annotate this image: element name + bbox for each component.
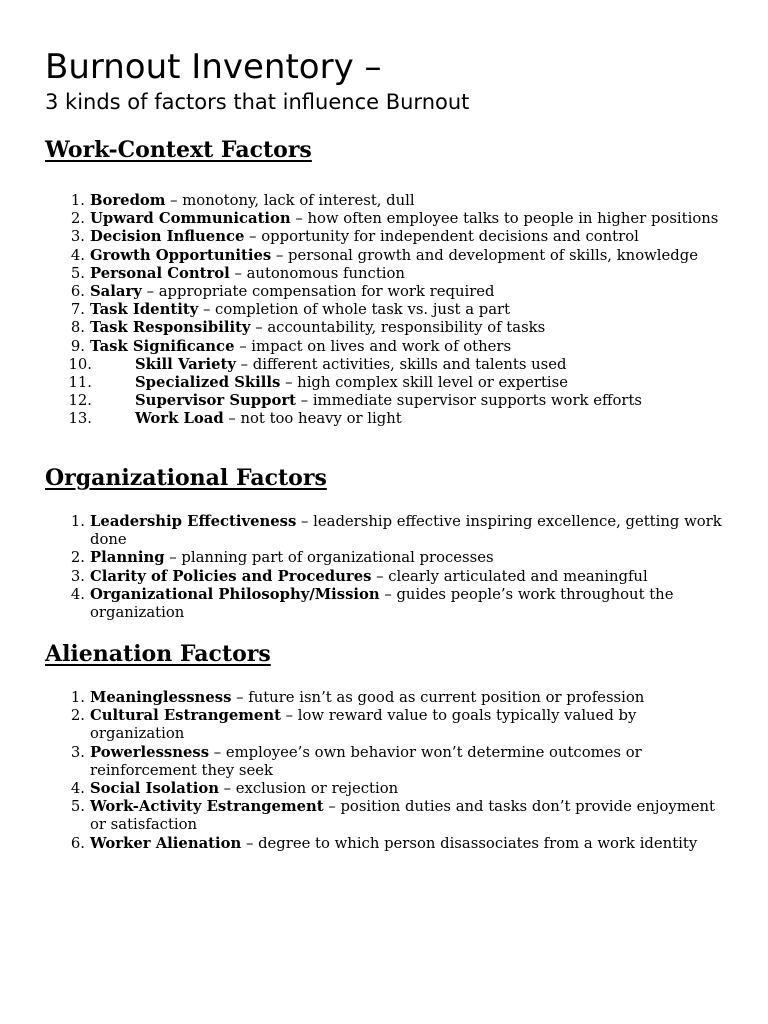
list-item-number: 10.	[68, 355, 92, 373]
list-item	[45, 780, 735, 798]
list-item-number: 1.	[70, 513, 85, 530]
list-item-number: 9.	[70, 337, 85, 355]
factor-list	[45, 192, 735, 429]
factor-description: – impact on lives and work of others	[234, 337, 512, 355]
list-item	[45, 707, 735, 743]
factor-term: Clarity of Policies and Procedures	[90, 567, 372, 585]
factor-term: Social Isolation	[90, 780, 219, 798]
factor-description: – employee’s own behavior won’t determine outcomes or reinforcement they seek	[90, 743, 642, 779]
list-item-number: 2.	[70, 549, 85, 567]
factor-description: – clearly articulated and meaningful	[371, 567, 648, 585]
list-item-number: 5.	[70, 264, 85, 282]
section-alienation	[45, 640, 735, 853]
factor-description: – autonomous function	[229, 264, 405, 282]
list-item-number: 2.	[70, 707, 85, 725]
factor-description: – planning part of organizational processes	[164, 549, 494, 567]
factor-term: Task Significance	[90, 337, 235, 355]
list-item-number: 6.	[70, 283, 85, 301]
list-item-number: 6.	[70, 834, 85, 852]
factor-term: Work-Activity Estrangement	[90, 798, 324, 816]
section-heading: Work-Context Factors	[45, 137, 312, 163]
factor-term: Worker Alienation	[90, 834, 242, 852]
list-item	[45, 410, 735, 428]
factor-description: – degree to which person disassociates from a work identity	[241, 834, 698, 852]
factor-description: – monotony, lack of interest, dull	[165, 192, 415, 209]
factor-term: Organizational Philosophy/Mission	[90, 585, 380, 603]
factor-description: – appropriate compensation for work required	[141, 283, 495, 301]
factor-term: Leadership Effectiveness	[90, 513, 297, 530]
list-item	[45, 744, 735, 780]
section-organizational	[45, 464, 735, 622]
list-item	[45, 374, 735, 392]
factor-term: Supervisor Support	[135, 392, 297, 410]
factor-term: Work Load	[135, 410, 224, 428]
factor-description: – how often employee talks to people in higher positions	[290, 210, 719, 228]
list-item	[45, 338, 735, 356]
factor-term: Salary	[90, 283, 142, 301]
factor-term: Growth Opportunities	[90, 246, 272, 264]
list-item-number: 4.	[70, 585, 85, 603]
list-item	[45, 356, 735, 374]
factor-description: – guides people’s work throughout the organization	[90, 585, 674, 622]
list-item-number: 3.	[70, 567, 85, 585]
factor-term: Task Identity	[90, 301, 199, 319]
list-item	[45, 513, 735, 549]
list-item	[45, 835, 735, 853]
document-subtitle: 3 kinds of factors that influence Burnout	[45, 90, 470, 114]
list-item	[45, 319, 735, 337]
factor-description: – future isn’t as good as current position or profession	[231, 689, 645, 706]
list-item	[45, 689, 735, 707]
factor-term: Meaninglessness	[90, 689, 232, 706]
list-item-number: 1.	[70, 192, 85, 209]
factor-term: Personal Control	[90, 264, 230, 282]
factor-description: – low reward value to goals typically valued by organization	[90, 707, 637, 743]
section-work-context	[45, 136, 735, 429]
factor-term: Upward Communication	[90, 210, 291, 228]
factor-description: – immediate supervisor supports work efforts	[296, 392, 643, 410]
list-item-number: 12.	[68, 392, 92, 410]
list-item-number: 7.	[70, 301, 85, 319]
factor-term: Skill Variety	[135, 355, 236, 373]
factor-term: Decision Influence	[90, 228, 245, 246]
list-item-number: 3.	[70, 743, 85, 761]
section-heading: Organizational Factors	[45, 465, 327, 491]
list-item	[45, 265, 735, 283]
factor-list	[45, 689, 735, 853]
factor-description: – different activities, skills and talents used	[235, 355, 567, 373]
list-item-number: 3.	[70, 228, 85, 246]
list-item-number: 4.	[70, 780, 85, 798]
document-title: Burnout Inventory –	[45, 47, 382, 87]
factor-term: Powerlessness	[90, 743, 210, 761]
list-item	[45, 549, 735, 567]
list-item-number: 2.	[70, 210, 85, 228]
factor-list	[45, 513, 735, 622]
list-item	[45, 586, 735, 622]
factor-description: – accountability, responsibility of tasks	[250, 319, 546, 337]
list-item	[45, 568, 735, 586]
factor-description: – personal growth and development of skills, knowledge	[271, 246, 698, 264]
factor-term: Boredom	[90, 192, 166, 209]
factor-description: – leadership effective inspiring excellence, getting work done	[90, 513, 722, 549]
factor-term: Task Responsibility	[90, 319, 251, 337]
list-item	[45, 192, 735, 210]
list-item-number: 1.	[70, 689, 85, 706]
list-item	[45, 247, 735, 265]
factor-term: Planning	[90, 549, 165, 567]
list-item-number: 5.	[70, 798, 85, 816]
list-item-number: 13.	[68, 410, 92, 428]
factor-description: – opportunity for independent decisions and control	[244, 228, 639, 246]
list-item	[45, 283, 735, 301]
list-item-number: 11.	[68, 374, 92, 392]
factor-description: – exclusion or rejection	[218, 780, 399, 798]
list-item-number: 8.	[70, 319, 85, 337]
list-item	[45, 228, 735, 246]
factor-term: Cultural Estrangement	[90, 707, 281, 725]
list-item	[45, 392, 735, 410]
factor-description: – not too heavy or light	[223, 410, 402, 428]
section-heading: Alienation Factors	[45, 641, 271, 667]
factor-description: – completion of whole task vs. just a part	[198, 301, 511, 319]
list-item-number: 4.	[70, 246, 85, 264]
factor-term: Specialized Skills	[135, 374, 281, 392]
list-item	[45, 301, 735, 319]
list-item	[45, 798, 735, 834]
list-item	[45, 210, 735, 228]
factor-description: – position duties and tasks don’t provide enjoyment or satisfaction	[90, 798, 716, 834]
factor-description: – high complex skill level or expertise	[280, 374, 568, 392]
